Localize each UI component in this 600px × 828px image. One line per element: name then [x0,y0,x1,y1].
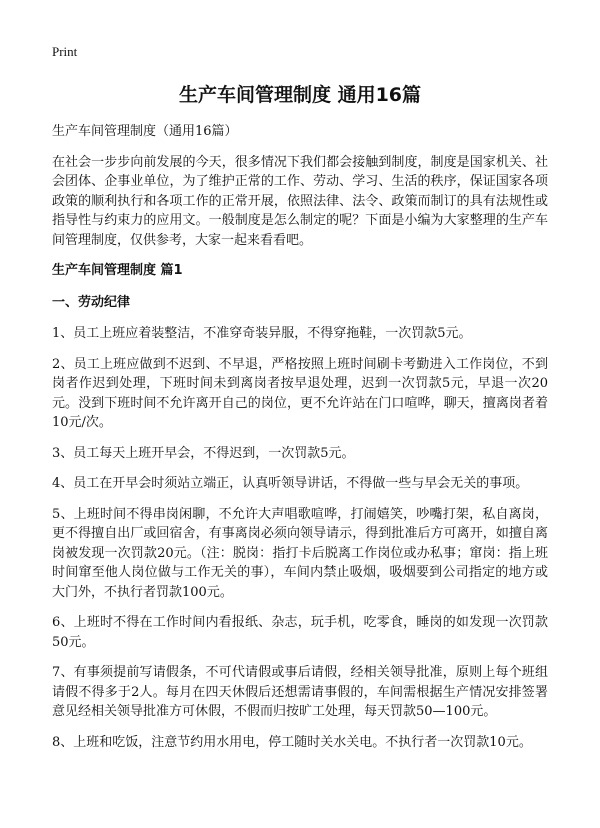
rule-item: 5、上班时间不得串岗闲聊，不允许大声唱歌喧哗，打闹嬉笑，吵嘴打架，私自离岗，更不得擅自出厂或回宿舍，有事离岗必须向领导请示，得到批准后方可离开，如擅自离岗被发现一次罚款20元。（注：脱岗：指打卡后脱离工作岗位或办私事；窜岗：指上班时间窜至他人岗位做与工作无关的事），车间内禁止吸烟，吸烟要到公司指定的地方或大门外，不执行者罚款100元。 [52,506,548,600]
print-label[interactable]: Print [52,44,78,59]
subsection-heading: 一、劳动纪律 [52,294,131,310]
document-title: 生产车间管理制度 通用16篇 [178,84,422,106]
rule-item: 1、员工上班应着装整洁，不准穿奇装异服，不得穿拖鞋，一次罚款5元。 [52,326,472,341]
rule-item: 6、上班时不得在工作时间内看报纸、杂志，玩手机，吃零食，睡岗的如发现一次罚款50元。 [52,615,548,650]
section-heading: 生产车间管理制度 篇1 [52,263,183,278]
document-subtitle: 生产车间管理制度（通用16篇） [52,124,238,139]
rule-item: 7、有事须提前写请假条，不可代请假或事后请假，经相关领导批准，原则上每个班组请假不得多于2人。每月在四天休假后还想需请事假的，车间需根据生产情况安排签署意见经相关领导批准方可休假，不假而归按旷工处理，每天罚款50—100元。 [52,665,548,719]
rule-item: 8、上班和吃饭，注意节约用水用电，停工随时关水关电。不执行者一次罚款10元。 [52,734,532,750]
rule-item: 4、员工在开早会时须站立端正，认真听领导讲话，不得做一些与早会无关的事项。 [52,476,529,491]
document-body [52,122,548,763]
intro-paragraph: 在社会一步步向前发展的今天，很多情况下我们都会接触到制度，制度是国家机关、社会团体、企事业单位，为了维护正常的工作、劳动、学习、生活的秩序，保证国家各项政策的顺利执行和各项工作的正常开展，依照法律、法令、政策而制订的具有法规性或指导性与约束力的应用文。一般制度是怎么制定的呢？下面是小编为大家整理的生产车间管理制度，仅供参考，大家一起来看看吧。 [52,154,548,248]
rule-item: 2、员工上班应做到不迟到、不早退，严格按照上班时间刷卡考勤进入工作岗位，不到岗者作迟到处理，下班时间未到离岗者按早退处理，迟到一次罚款5元，早退一次20元。没到下班时间不允许离开自己的岗位，更不允许站在门口喧哗，聊天，擅离岗者着10元/次。 [52,356,548,430]
rule-item: 3、员工每天上班开早会，不得迟到，一次罚款5元。 [52,445,355,461]
